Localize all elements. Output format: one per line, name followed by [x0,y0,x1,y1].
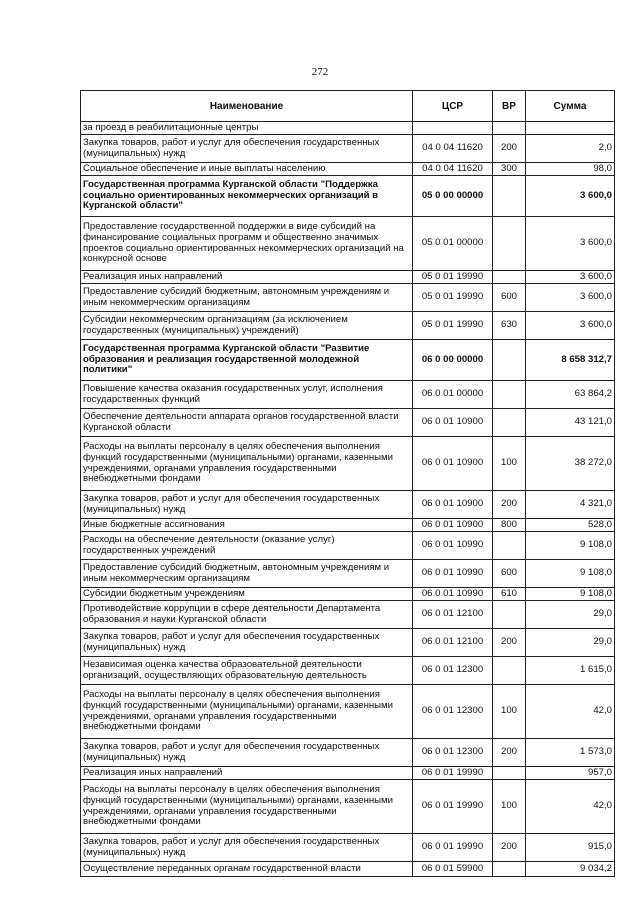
row-name: Обеспечение деятельности аппарата органов государственной власти Курганской области [81,409,413,437]
row-csr: 06 0 01 19990 [413,767,493,780]
header-vr: ВР [493,91,526,122]
table-row [81,629,615,657]
row-sum: 63 864,2 [526,381,615,409]
table-row [81,834,615,862]
row-csr: 06 0 01 10990 [413,560,493,588]
table-row [81,588,615,601]
row-csr: 05 0 01 19990 [413,284,493,312]
row-vr [493,862,526,877]
table-header-row [81,91,615,122]
table-row [81,657,615,685]
row-sum: 2,0 [526,135,615,163]
row-csr: 06 0 01 12100 [413,601,493,629]
page-number: 272 [311,66,329,78]
row-vr: 100 [493,437,526,491]
row-sum: 42,0 [526,685,615,739]
row-name: Расходы на выплаты персоналу в целях обеспечения выполнения функций государственными (муниципальными) органами, казенными учреждениями, органами управления государственными внебюджетными фондами [81,685,413,739]
row-name: Закупка товаров, работ и услуг для обеспечения государственных (муниципальных) нужд [81,135,413,163]
row-vr: 100 [493,780,526,834]
row-sum: 29,0 [526,601,615,629]
row-name: Расходы на обеспечение деятельности (оказание услуг) государственных учреждений [81,532,413,560]
row-name: Осуществление переданных органам государственной власти [81,862,413,877]
row-name: Государственная программа Курганской области "Развитие образования и реализация государственной молодежной политики" [81,340,413,381]
row-csr: 06 0 01 12300 [413,657,493,685]
table-row [81,519,615,532]
row-vr [493,409,526,437]
row-csr: 05 0 00 00000 [413,176,493,217]
row-name: Расходы на выплаты персоналу в целях обеспечения выполнения функций государственными (муниципальными) органами, казенными учреждениями, органами управления государственными внебюджетными фондами [81,437,413,491]
row-name: Закупка товаров, работ и услуг для обеспечения государственных (муниципальных) нужд [81,491,413,519]
row-vr: 200 [493,135,526,163]
row-csr: 06 0 01 10900 [413,409,493,437]
row-vr: 800 [493,519,526,532]
row-csr: 06 0 00 00000 [413,340,493,381]
row-csr: 05 0 01 19990 [413,312,493,340]
row-sum: 9 034,2 [526,862,615,877]
row-name: Социальное обеспечение и иные выплаты населению [81,163,413,176]
row-vr [493,532,526,560]
table-row [81,163,615,176]
row-vr: 300 [493,163,526,176]
row-name: за проезд в реабилитационные центры [81,122,413,135]
row-csr [413,122,493,135]
row-csr: 06 0 01 19990 [413,834,493,862]
table-body [81,122,615,877]
row-sum: 43 121,0 [526,409,615,437]
header-csr: ЦСР [413,91,493,122]
row-name: Субсидии некоммерческим организациям (за исключением государственных (муниципальных) учреждений) [81,312,413,340]
row-name: Независимая оценка качества образовательной деятельности организаций, осуществляющих образовательную деятельность [81,657,413,685]
table-row [81,601,615,629]
table-row [81,271,615,284]
table-row [81,217,615,271]
row-vr: 200 [493,491,526,519]
row-csr: 06 0 01 00000 [413,381,493,409]
budget-table [80,90,615,877]
row-sum: 528,0 [526,519,615,532]
row-sum: 98,0 [526,163,615,176]
table-row [81,312,615,340]
table-row [81,780,615,834]
row-sum: 915,0 [526,834,615,862]
row-vr: 200 [493,834,526,862]
table-row [81,685,615,739]
table-row [81,767,615,780]
table-row [81,284,615,312]
header-sum: Сумма [526,91,615,122]
row-csr: 06 0 01 12300 [413,739,493,767]
row-csr: 06 0 01 59900 [413,862,493,877]
row-sum: 42,0 [526,780,615,834]
row-vr [493,217,526,271]
row-sum: 3 600,0 [526,176,615,217]
row-csr: 06 0 01 10900 [413,491,493,519]
row-csr: 06 0 01 10900 [413,437,493,491]
row-name: Закупка товаров, работ и услуг для обеспечения государственных (муниципальных) нужд [81,739,413,767]
row-vr: 200 [493,629,526,657]
row-sum: 1 615,0 [526,657,615,685]
row-sum: 38 272,0 [526,437,615,491]
row-csr: 04 0 04 11620 [413,163,493,176]
row-name: Субсидии бюджетным учреждениям [81,588,413,601]
row-vr [493,176,526,217]
row-vr [493,381,526,409]
row-sum: 29,0 [526,629,615,657]
row-vr: 600 [493,560,526,588]
table-row [81,340,615,381]
row-vr [493,657,526,685]
row-csr: 06 0 01 10990 [413,532,493,560]
row-name: Реализация иных направлений [81,767,413,780]
row-name: Государственная программа Курганской области "Поддержка социально ориентированных некоммерческих организаций в Курганской области" [81,176,413,217]
row-vr: 600 [493,284,526,312]
row-sum: 9 108,0 [526,532,615,560]
row-csr: 06 0 01 19990 [413,780,493,834]
row-name: Противодействие коррупции в сфере деятельности Департамента образования и науки Курганской области [81,601,413,629]
table-row [81,409,615,437]
row-name: Закупка товаров, работ и услуг для обеспечения государственных (муниципальных) нужд [81,834,413,862]
row-name: Иные бюджетные ассигнования [81,519,413,532]
row-sum: 957,0 [526,767,615,780]
row-sum [526,122,615,135]
row-sum: 1 573,0 [526,739,615,767]
row-csr: 05 0 01 19990 [413,271,493,284]
row-name: Закупка товаров, работ и услуг для обеспечения государственных (муниципальных) нужд [81,629,413,657]
row-sum: 8 658 312,7 [526,340,615,381]
row-sum: 3 600,0 [526,271,615,284]
row-vr [493,122,526,135]
table-row [81,135,615,163]
row-sum: 4 321,0 [526,491,615,519]
table-row [81,176,615,217]
table-row [81,739,615,767]
row-sum: 9 108,0 [526,588,615,601]
table-row [81,560,615,588]
row-name: Предоставление субсидий бюджетным, автономным учреждениям и иным некоммерческим организациям [81,560,413,588]
header-name: Наименование [81,91,413,122]
row-name: Предоставление государственной поддержки в виде субсидий на финансирование социальных программ и общественно значимых проектов социально ориентированных некоммерческих организаций на конкурсной основе [81,217,413,271]
row-vr [493,340,526,381]
row-vr: 630 [493,312,526,340]
row-vr [493,767,526,780]
row-name: Повышение качества оказания государственных услуг, исполнения государственных функций [81,381,413,409]
row-name: Расходы на выплаты персоналу в целях обеспечения выполнения функций государственными (муниципальными) органами, казенными учреждениями, органами управления государственными внебюджетными фондами [81,780,413,834]
table-row [81,381,615,409]
table-row [81,862,615,877]
table-row [81,491,615,519]
row-sum: 9 108,0 [526,560,615,588]
row-sum: 3 600,0 [526,284,615,312]
table-row [81,122,615,135]
row-csr: 05 0 01 00000 [413,217,493,271]
row-name: Предоставление субсидий бюджетным, автономным учреждениям и иным некоммерческим организациям [81,284,413,312]
table-row [81,532,615,560]
row-vr: 200 [493,739,526,767]
row-vr: 100 [493,685,526,739]
row-name: Реализация иных направлений [81,271,413,284]
row-vr [493,271,526,284]
row-vr [493,601,526,629]
row-csr: 04 0 04 11620 [413,135,493,163]
row-csr: 06 0 01 10990 [413,588,493,601]
row-csr: 06 0 01 10900 [413,519,493,532]
row-sum: 3 600,0 [526,217,615,271]
row-vr: 610 [493,588,526,601]
row-csr: 06 0 01 12300 [413,685,493,739]
table-row [81,437,615,491]
row-sum: 3 600,0 [526,312,615,340]
row-csr: 06 0 01 12100 [413,629,493,657]
